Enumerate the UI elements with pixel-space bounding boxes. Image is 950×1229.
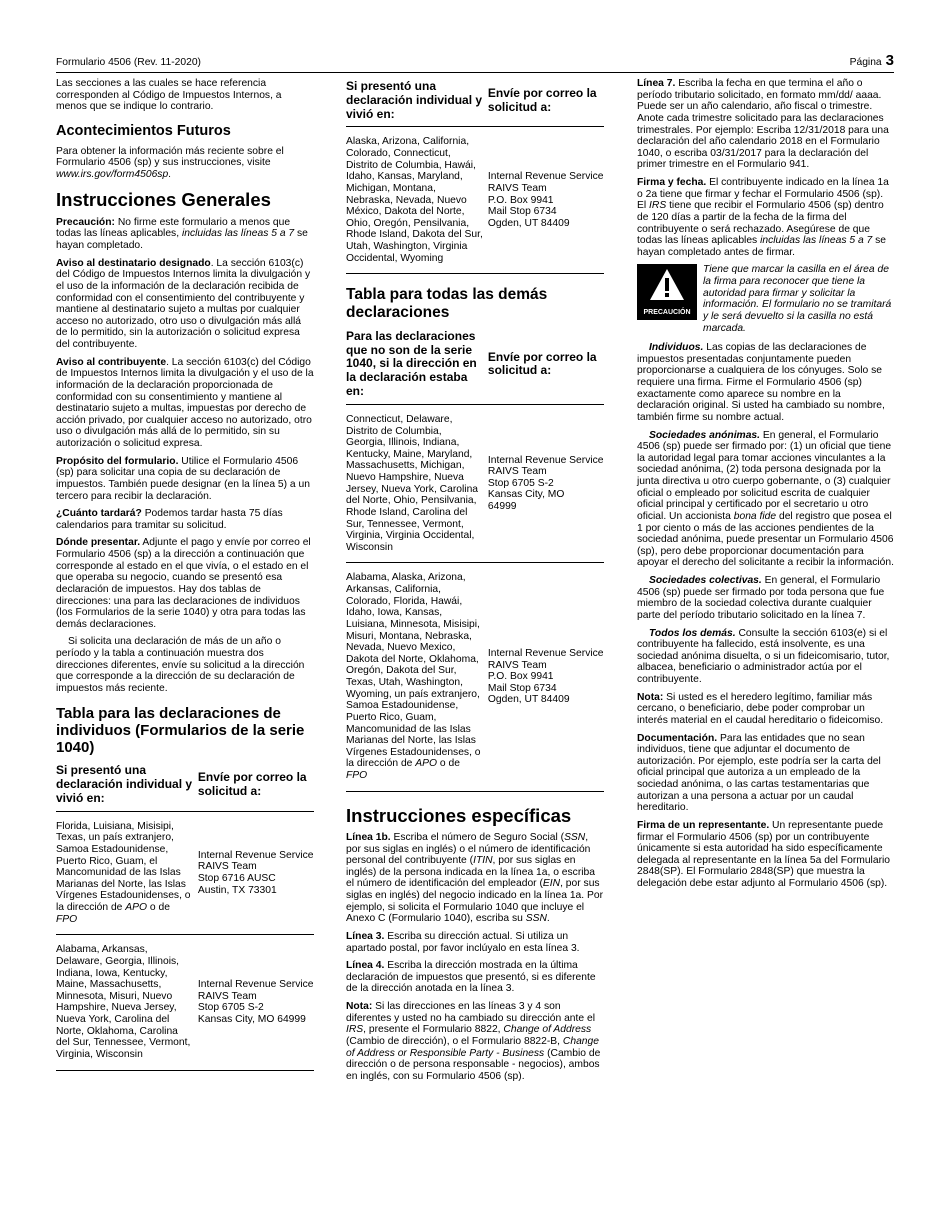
line-1b-paragraph: Línea 1b. Escriba el número de Seguro Social (SSN, por sus siglas en inglés) o el número de identificación personal del contribuyente (ITIN, por sus siglas en inglés) de la persona indicada en la línea 1a, o escriba el número de identificación del empleador (EIN, por sus siglas en inglés) del negocio indicado en la línea 1a. Por ejemplo, si solicita el Formulario 1040 que incluye el Anexo C (Formulario 1040), escriba su SSN. [346, 831, 604, 925]
caution-paragraph: Precaución: No firme este formulario a menos que todas las líneas aplicables, incluidas las líneas 5 a 7 se hayan completado. [56, 216, 308, 252]
other-returns-mailing-table [346, 328, 604, 792]
where-to-file-paragraph-2: Si solicita una declaración de más de un año o período y la tabla a continuación muestra dos direcciones diferentes, envíe su solicitud a la dirección que corresponde a la dirección de su declaración de impuestos más reciente. [56, 636, 305, 694]
individuals-mailing-table [56, 762, 314, 1070]
designee-notice-paragraph: Aviso al destinatario designado. La sección 6103(c) del Código de Impuestos Internos limita la divulgación y el uso de la información de la declaración recibida de conformidad con el consentimiento del contribuyente y mantiene al destinatario sujeto a multas por cualquier acceso no autorizado, otro uso o divulgación más allá de lo permitido, sin la autorización o solicitud expresa del contribuyente. [56, 257, 311, 351]
signature-date-paragraph: Firma y fecha. El contribuyente indicado en la línea 1a o 2a tiene que firmar y fechar el Formulario 4506 (sp). El IRS tiene que recibir el Formulario 4506 (sp) dentro de 120 días a partir de la fecha de la firma del contribuyente o será rechazado. Asegúrese de que todas las líneas aplicables incluidas las líneas 5 a 7 se hayan completado antes de firmar. [637, 177, 889, 258]
table-header-row [56, 762, 314, 811]
how-long-paragraph: ¿Cuánto tardará? Podemos tardar hasta 75 días calendarios para tramitar su solicitud. [56, 508, 283, 531]
column-1 [56, 78, 314, 1077]
caution-notice [637, 264, 895, 334]
page-number: 3 [885, 52, 894, 70]
column-header-address: Envíe por correo la solicitud a: [488, 328, 604, 404]
form-reference: Formulario 4506 (Rev. 11-2020) [56, 57, 201, 69]
future-developments-paragraph: Para obtener la información más reciente sobre el Formulario 4506 (sp) y sus instrucciones, visite www.irs.gov/form4506sp. [56, 145, 284, 180]
specific-instructions-heading: Instrucciones específicas [346, 804, 572, 826]
page-header [56, 54, 894, 73]
caution-icon-label: PRECAUCIÓN [643, 309, 691, 317]
address-cell: Internal Revenue Service RAIVS Team Stop 6716 AUSC Austin, TX 73301 [198, 811, 314, 935]
taxpayer-notice-paragraph: Aviso al contribuyente. La sección 6103(c) del Código de Impuestos Internos limita la divulgación y el uso de la información de la declaración proporcionada de conformidad con su consentimiento y mantiene al destinatario sujeto a multas, impuestas por derecho de acción privado, por cualquier acceso no autorizado, otro uso o divulgación más allá de lo permitido, sin su autorización o solicitud expresa. [56, 356, 314, 450]
other-returns-table-heading: Tabla para todas las demás declaraciones [346, 286, 548, 322]
address-cell: Internal Revenue Service RAIVS Team Stop 6705 S-2 Kansas City, MO 64999 [488, 404, 604, 563]
caution-notice-text: Tiene que marcar la casilla en el área de la firma para reconocer que tiene la autoridad para firmar y solicitar la información. El formulario no se tramitará y le será devuelto si la casilla no está marcada. [703, 264, 892, 334]
documentation-paragraph: Documentación. Para las entidades que no sean individuos, tiene que adjuntar el documento de autorización. Por ejemplo, este podría ser la carta del oficial principal que autoriza a un empleado de la sociedad anónima, o las cartas testamentarias que autorizan a una persona a actuar por un caudal hereditario. [637, 732, 881, 814]
column-header-address: Envíe por correo la solicitud a: [198, 762, 314, 811]
page-label: Página [849, 57, 882, 69]
table-header-row [346, 328, 604, 404]
individuals-table-heading: Tabla para las declaraciones de individuos (Formularios de la serie 1040) [56, 704, 305, 757]
caution-icon [637, 264, 697, 320]
states-cell: Connecticut, Delaware, Distrito de Columbia, Georgia, Illinois, Indiana, Kentucky, Maine, Maryland, Massachusetts, Michigan, Nuevo Hampshire, Nueva Jersey, Nueva York, Carolina del Norte, Ohio, Pensilvania, Rhode Island, Carolina del Sur, Tennessee, Vermont, Virginia, Virginia Occidental, Wisconsin [346, 404, 488, 563]
corporations-paragraph: Sociedades anónimas. En general, el Formulario 4506 (sp) puede ser firmado por: (1) un oficial que tiene la autoridad legal para tomar acciones vinculantes a la sociedad anónima, (2) toda persona designada por la junta directiva u otro cuerpo gobernante, o (3) cualquier oficial o empleado por solicitud escrita de cualquier oficial principal y certificado por el secretario u otro oficial. Un accionista bona fide del registro que posea el 1 por ciento o más de las acciones pendientes de la sociedad anónima, puede presentar un Formulario 4506 (sp), pero debe proporcionar documentación para apoyar el derecho del solicitante a recibir la información. [637, 429, 894, 569]
where-to-file-paragraph: Dónde presentar. Adjunte el pago y envíe por correo el Formulario 4506 (sp) a la dirección a continuación que corresponde al estado en el que vivía, o el estado en el que operaba su negocio, cuando se presentó esa declaración de impuestos. Hay dos tablas de direcciones: una para las declaraciones de individuos (los Formularios de la serie 1040) y otra para todas las demás declaraciones. [56, 537, 311, 630]
line-4-paragraph: Línea 4. Escriba la dirección mostrada en la última declaración de impuestos que presentó, si es diferente de la dirección anotada en la línea 3. [346, 960, 596, 995]
states-cell: Alabama, Arkansas, Delaware, Georgia, Illinois, Indiana, Iowa, Kentucky, Maine, Massachusetts, Minnesota, Misuri, Nuevo Hampshire, Nueva Jersey, Nueva York, Carolina del Norte, Oklahoma, Carolina del Sur, Tennessee, Vermont, Virginia, Wisconsin [56, 935, 198, 1070]
column-header-state: Para las declaraciones que no son de la serie 1040, si la dirección en la declaración estaba en: [346, 328, 488, 404]
table-header-row [346, 78, 604, 127]
address-cell: Internal Revenue Service RAIVS Team P.O. Box 9941 Mail Stop 6734 Ogden, UT 84409 [488, 127, 604, 274]
table-row [56, 811, 314, 935]
column-header-state: Si presentó una declaración individual y vivió en: [56, 762, 198, 811]
address-cell: Internal Revenue Service RAIVS Team P.O. Box 9941 Mail Stop 6734 Ogden, UT 84409 [488, 563, 604, 791]
irs-url-link[interactable]: www.irs.gov/form4506sp [56, 168, 169, 180]
address-note-paragraph: Nota: Si las direcciones en las líneas 3 y 4 son diferentes y usted no ha cambiado su dirección ante el IRS, presente el Formulario 8822, Change of Address (Cambio de dirección), o el Formulario 8822-B, Change of Address or Responsible Party - Business (Cambio de dirección o de persona responsable - negocios), ambos en inglés, con su Formulario 4506 (sp). [346, 1001, 601, 1082]
partnerships-paragraph: Sociedades colectivas. En general, el Formulario 4506 (sp) puede ser firmado por toda persona que fue miembro de la sociedad colectiva durante cualquier parte del período tributario solicitado en la línea 7. [637, 575, 885, 621]
table-row [346, 563, 604, 791]
states-cell: Florida, Luisiana, Misisipi, Texas, un país extranjero, Samoa Estadounidense, Puerto Rico, Guam, el Mancomunidad de las Islas Marianas del Norte, las Islas Vírgenes Estadounidenses, o la dirección de APO o de FPO [56, 811, 198, 935]
page-indicator [850, 53, 894, 70]
all-others-paragraph: Todos los demás. Consulte la sección 6103(e) si el contribuyente ha fallecido, está insolvente, es una sociedad anónima disuelta, o si un fideicomisario, tutor, albacea, beneficiario o administrador actúa por el contribuyente. [637, 627, 890, 685]
column-header-state: Si presentó una declaración individual y vivió en: [346, 78, 488, 127]
individuals-mailing-table-continued [346, 78, 604, 274]
table-row [56, 935, 314, 1070]
states-cell: Alabama, Alaska, Arizona, Arkansas, California, Colorado, Florida, Hawái, Idaho, Iowa, Kansas, Luisiana, Minnesota, Misisipi, Misuri, Montana, Nebraska, Nevada, Nuevo Mexico, Dakota del Norte, Oklahoma, Oregón, Dakota del Sur, Texas, Utah, Washington, Wyoming, un país extranjero, Samoa Estadounidense, Puerto Rico, Guam, Mancomunidad de las Islas Marianas del Norte, las Islas Vírgenes Estadounidenses, o la dirección de APO o de FPO [346, 563, 488, 791]
individuals-paragraph: Individuos. Las copias de las declaraciones de impuestos presentadas conjuntamente pueden proporcionarse a cualquiera de los cónyuges. Solo se requiere una firma. Firme el Formulario 4506 (sp) exactamente como aparece su nombre en la declaración original. Si usted ha cambiado su nombre, también firme su nombre actual. [637, 342, 885, 423]
intro-paragraph: Las secciones a las cuales se hace referencia corresponden al Código de Impuestos Internos, a menos que se indique lo contrario. [56, 78, 282, 113]
line-3-paragraph: Línea 3. Escriba su dirección actual. Si utiliza un apartado postal, por favor inclúyalo en esta línea 3. [346, 930, 580, 954]
column-header-address: Envíe por correo la solicitud a: [488, 78, 604, 127]
purpose-paragraph: Propósito del formulario. Utilice el Formulario 4506 (sp) para solicitar una copia de su declaración de impuestos. También puede designar (en la línea 5) a un tercero para recibir la declaración. [56, 455, 310, 502]
column-3 [637, 78, 895, 896]
heir-note-paragraph: Nota: Si usted es el heredero legítimo, familiar más cercano, o beneficiario, debe poder comprobar un interés material en el caudal hereditario o fideicomiso. [637, 691, 884, 726]
line-7-paragraph: Línea 7. Escriba la fecha en que termina el año o período tributario solicitado, en formato mm/dd/ aaaa. Puede ser un año calendario, año fiscal o trimestre. Anote cada trimestre solicitado para las declaraciones trimestrales. Por ejemplo: Escriba 12/31/2018 para una declaración del año calendario 2018 en el Formulario 1040, o escriba 03/31/2017 para la declaración del primer trimestre en el Formulario 941. [637, 78, 889, 171]
table-row [346, 127, 604, 274]
future-developments-heading: Acontecimientos Futuros [56, 122, 231, 139]
address-cell: Internal Revenue Service RAIVS Team Stop 6705 S-2 Kansas City, MO 64999 [198, 935, 314, 1070]
table-row [346, 404, 604, 563]
general-instructions-heading: Instrucciones Generales [56, 189, 271, 211]
states-cell: Alaska, Arizona, California, Colorado, Connecticut, Distrito de Columbia, Hawái, Idaho, Kansas, Maryland, Michigan, Montana, Nebraska, Nevada, Nuevo México, Dakota del Norte, Ohio, Oregón, Pensilvania, Rhode Island, Dakota del Sur, Utah, Washington, Virginia Occidental, Wyoming [346, 127, 488, 274]
column-2 [346, 78, 604, 1088]
representative-signature-paragraph: Firma de un representante. Un representante puede firmar el Formulario 4506 (sp) por un contribuyente únicamente si esta autoridad ha sido específicamente delegada al representante en la línea 5a del Formulario 2848(SP). El Formulario 2848(SP) que muestra la delegación debe estar adjunto al Formulario 4506 (sp). [637, 819, 891, 889]
